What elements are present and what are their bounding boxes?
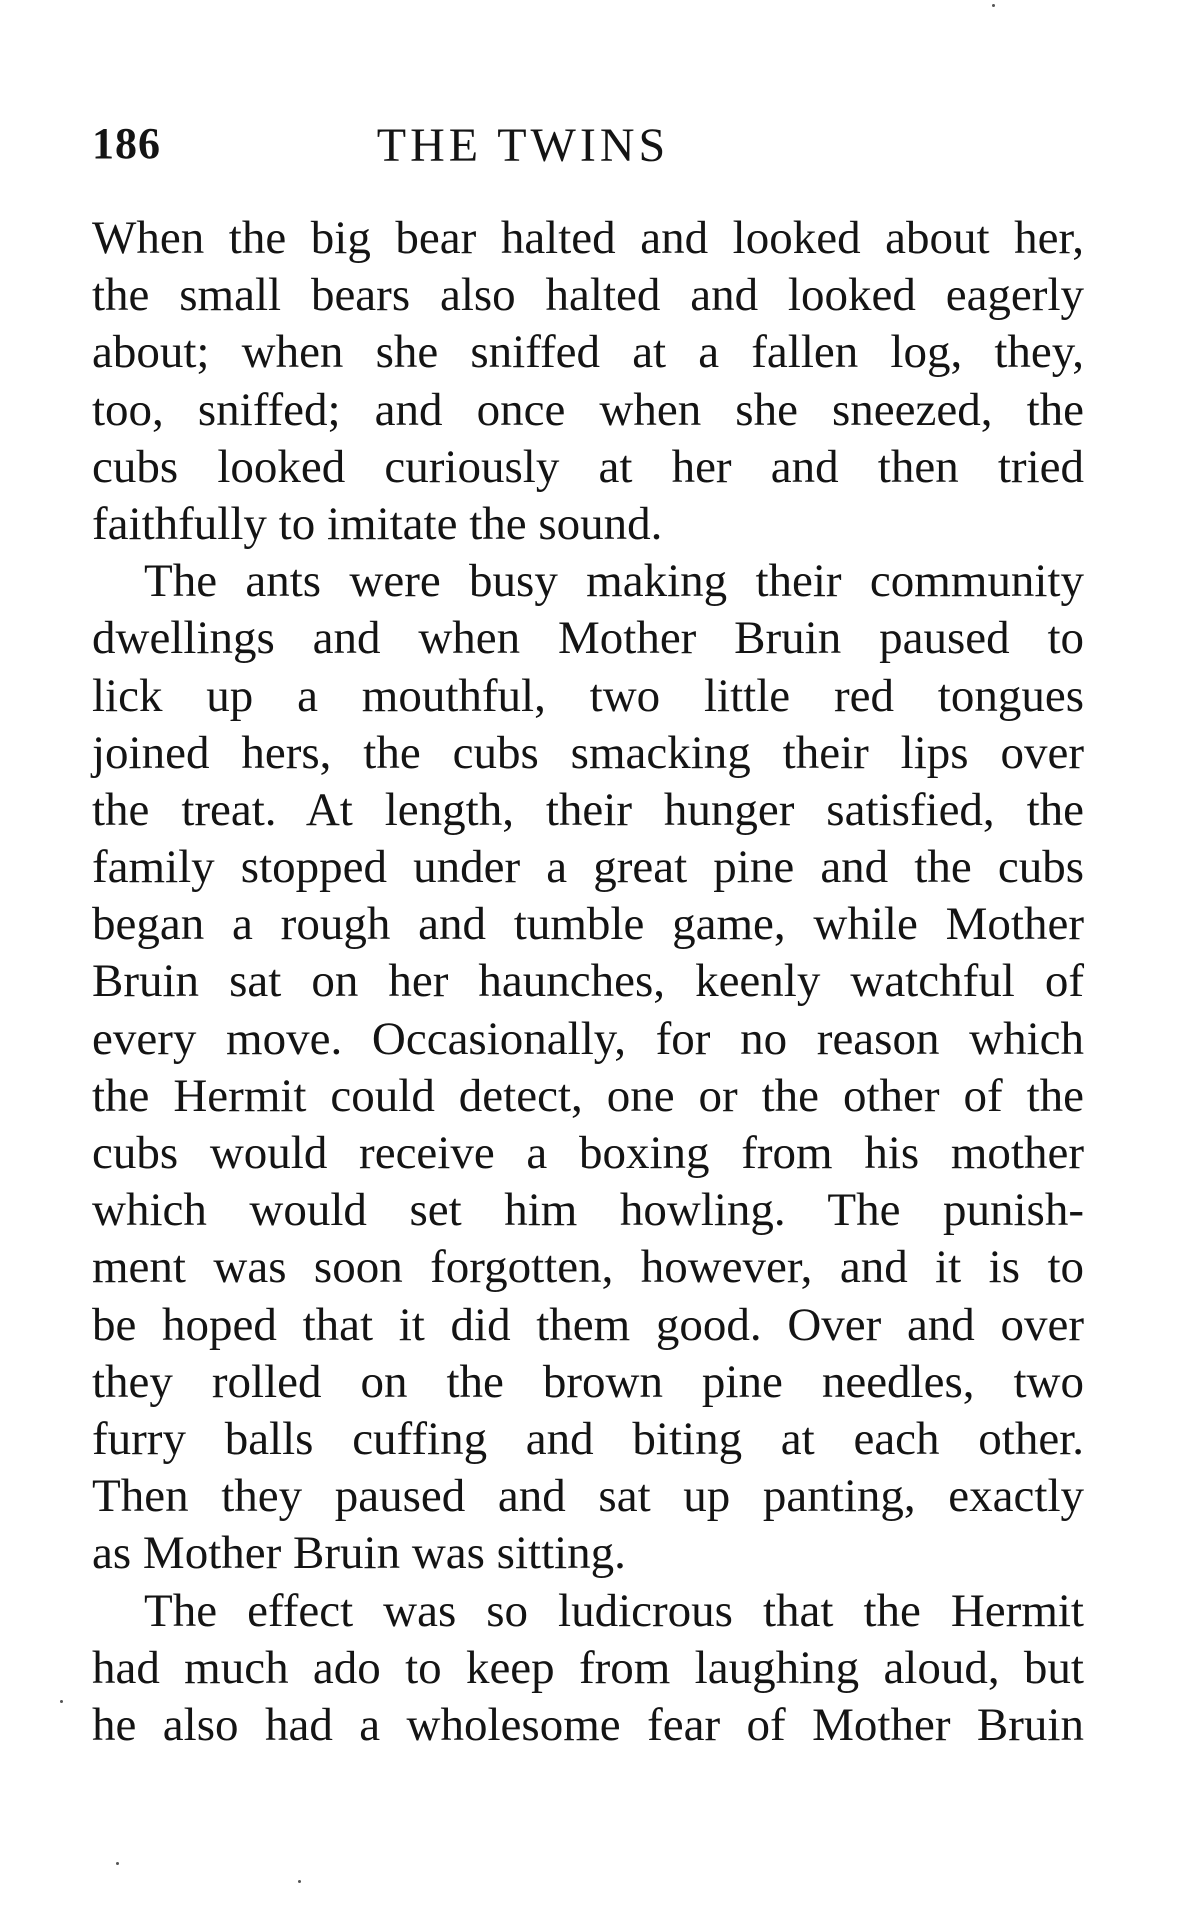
text-line: every move. Occasionally, for no reason which xyxy=(92,1012,1084,1065)
body-text xyxy=(92,210,1084,1754)
text-line: lick up a mouthful, two little red tongues xyxy=(92,669,1084,722)
text-line: When the big bear halted and looked about her, xyxy=(92,212,1084,264)
text-line: Bruin sat on her haunches, keenly watchful of xyxy=(92,955,1084,1008)
page-number: 186 xyxy=(92,119,161,168)
text-line: they rolled on the brown pine needles, two xyxy=(92,1355,1084,1408)
text-line: he also had a wholesome fear of Mother Bruin xyxy=(92,1698,1084,1751)
text-line: family stopped under a great pine and the cubs xyxy=(92,841,1084,894)
text-line: about; when she sniffed at a fallen log, they, xyxy=(92,326,1084,379)
paper-speck xyxy=(298,1880,301,1883)
text-line: Then they paused and sat up panting, exactly xyxy=(92,1470,1084,1523)
text-line: cubs looked curiously at her and then tried xyxy=(92,440,1084,493)
text-line: the Hermit could detect, one or the other of the xyxy=(92,1069,1084,1122)
paper-speck xyxy=(992,4,995,7)
text-line: the treat. At length, their hunger satisfied, the xyxy=(92,783,1084,836)
running-title: THE TWINS xyxy=(376,119,670,172)
text-line: The effect was so ludicrous that the Hermit xyxy=(144,1584,1084,1637)
text-line: ment was soon forgotten, however, and it is to xyxy=(92,1241,1084,1294)
text-line: The ants were busy making their community xyxy=(144,555,1084,608)
text-line: too, sniffed; and once when she sneezed, the xyxy=(92,383,1084,436)
text-line: the small bears also halted and looked eagerly xyxy=(92,269,1084,322)
paragraph-3 xyxy=(92,1583,1084,1755)
running-head xyxy=(92,118,1084,178)
text-line: as Mother Bruin was sitting. xyxy=(92,1527,626,1580)
text-line: had much ado to keep from laughing aloud, but xyxy=(92,1641,1084,1694)
paragraph-1 xyxy=(92,210,1084,553)
text-line: furry balls cuffing and biting at each other. xyxy=(92,1412,1084,1465)
text-line: joined hers, the cubs smacking their lips over xyxy=(92,726,1084,779)
text-line: dwellings and when Mother Bruin paused to xyxy=(92,612,1084,665)
paper-speck xyxy=(60,1700,63,1703)
paper-speck xyxy=(116,1862,119,1865)
text-line: which would set him howling. The punish- xyxy=(92,1184,1084,1237)
text-line: be hoped that it did them good. Over and over xyxy=(92,1298,1084,1351)
text-line: faithfully to imitate the sound. xyxy=(92,497,663,550)
paragraph-2 xyxy=(92,553,1084,1582)
text-line: cubs would receive a boxing from his mother xyxy=(92,1127,1084,1179)
text-line: began a rough and tumble game, while Mother xyxy=(92,898,1084,951)
